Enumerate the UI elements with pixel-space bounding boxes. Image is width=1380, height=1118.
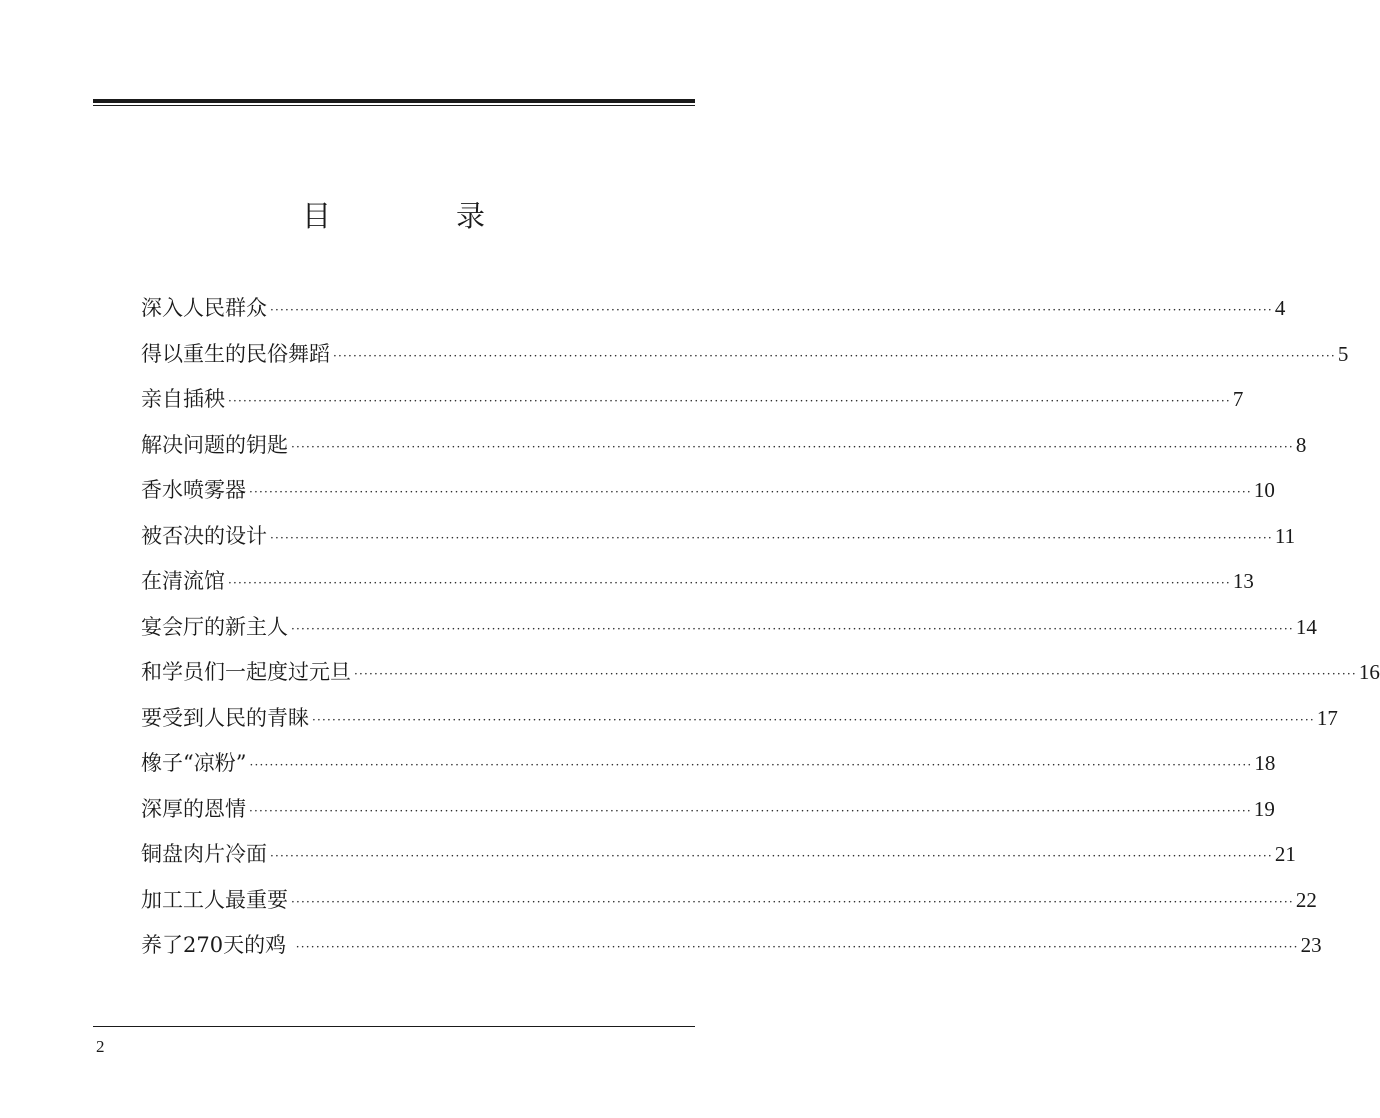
toc-entry[interactable] [141,880,1317,926]
toc-entry-title: 橡子“凉粉” [141,751,247,775]
toc-entry-page: 10 [1253,478,1275,502]
toc-dot-leader: ········································································································································································································ [249,485,1252,499]
toc-entry-page: 8 [1295,432,1307,457]
toc-entry-page: 7 [1232,387,1244,411]
toc-entry-page: 18 [1254,751,1276,775]
toc-entry-title: 养了270天的鸡 [141,933,293,957]
toc-entry-page: 4 [1274,296,1286,320]
footer-rule [93,1026,695,1027]
toc-dot-leader: ········································································································································································································ [270,530,1273,545]
toc-dot-leader: ········································································································································································································ [270,303,1273,317]
toc-entry[interactable] [141,789,1275,835]
toc-dot-leader: ········································································································································································································ [249,803,1252,818]
page-number: 2 [96,1037,105,1056]
toc-dot-leader: ········································································································································································································ [312,712,1315,727]
toc-entry[interactable] [141,334,1349,380]
toc-dot-leader: ········································································································································································································ [333,348,1336,363]
toc-entry-title: 和学员们一起度过元旦 [141,660,351,684]
header-rule-thin [93,105,695,106]
toc-entry[interactable] [141,834,1296,880]
toc-entry-title: 要受到人民的青睐 [141,705,309,730]
toc-dot-leader: ········································································································································································································ [354,667,1357,681]
toc-entry-page: 23 [1300,933,1322,957]
toc-entry-title: 深厚的恩情 [141,796,246,821]
toc-entry-page: 14 [1295,614,1317,639]
toc-entry-title: 在清流馆 [141,569,225,593]
page-title: 目 录 [301,199,533,233]
toc-entry-title: 被否决的设计 [141,523,267,548]
toc-dot-leader: ········································································································································································································ [270,849,1273,863]
toc-entry-page: 17 [1316,705,1338,730]
toc-entry-title: 解决问题的钥匙 [141,432,288,457]
toc-dot-leader: ········································································································································································································ [228,394,1231,408]
toc-dot-leader: ········································································································································································································ [249,758,1253,772]
toc-entry-page: 11 [1274,523,1296,548]
toc-entry-title: 铜盘肉片冷面 [141,842,267,866]
toc-dot-leader: ········································································································································································································ [291,439,1294,454]
toc-entry-page: 21 [1274,842,1296,866]
toc-entry[interactable] [141,288,1286,334]
toc-entry[interactable] [141,516,1296,562]
header-rule-thick [93,99,695,103]
toc-entry-page: 13 [1232,569,1254,593]
toc-entry[interactable] [141,652,1380,698]
toc-entry[interactable] [141,743,1276,789]
toc-entry[interactable] [141,607,1317,653]
table-of-contents [141,288,1380,971]
toc-entry-page: 22 [1295,887,1317,912]
toc-entry-title: 得以重生的民俗舞蹈 [141,341,330,366]
toc-entry[interactable] [141,425,1307,471]
toc-entry-title: 亲自插秧 [141,387,225,411]
toc-entry-page: 5 [1337,341,1349,366]
toc-dot-leader: ········································································································································································································ [291,894,1294,909]
toc-entry-title: 香水喷雾器 [141,478,246,502]
toc-entry[interactable] [141,470,1275,516]
toc-entry-title: 宴会厅的新主人 [141,614,288,639]
toc-dot-leader: ········································································································································································································ [291,621,1294,636]
toc-entry[interactable] [141,698,1338,744]
toc-entry[interactable] [141,561,1254,607]
toc-entry-title: 加工工人最重要 [141,887,288,912]
toc-entry-title: 深入人民群众 [141,296,267,320]
toc-entry[interactable] [141,925,1322,971]
toc-dot-leader: ········································································································································································································ [228,576,1231,590]
toc-entry-page: 19 [1253,796,1275,821]
toc-entry-page: 16 [1358,660,1380,684]
toc-entry[interactable] [141,379,1244,425]
toc-dot-leader: ········································································································································································································ [295,940,1299,954]
